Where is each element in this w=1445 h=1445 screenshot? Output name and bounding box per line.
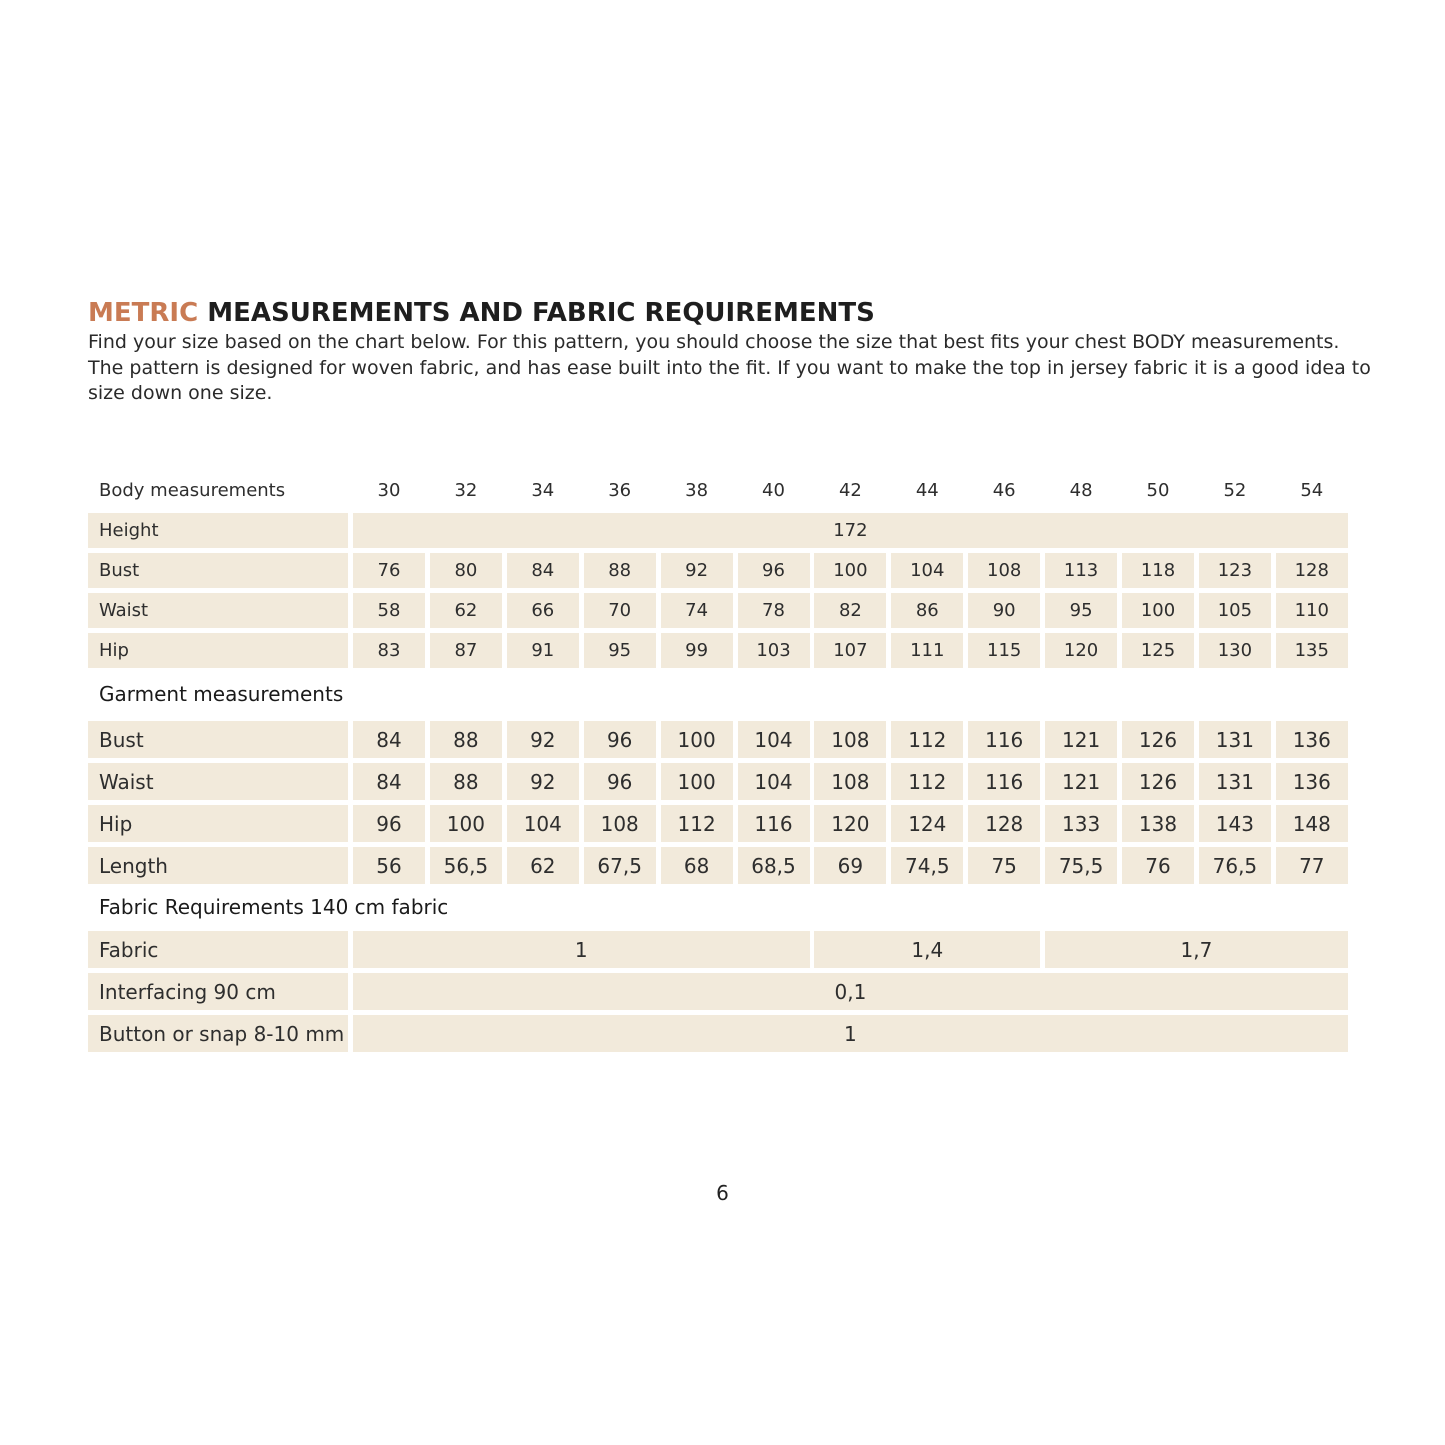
garment-measurement-cell: 131 <box>1199 763 1271 800</box>
garment-measurement-cell: 84 <box>353 763 425 800</box>
garment-measurement-cell: 88 <box>430 721 502 758</box>
garment-measurement-cell: 116 <box>968 721 1040 758</box>
body-measurement-cell: 83 <box>353 633 425 668</box>
size-column-header: 38 <box>685 480 709 501</box>
size-column-header: 40 <box>762 480 785 501</box>
body-row-label: Bust <box>88 553 348 588</box>
size-column-header: 46 <box>992 480 1016 501</box>
garment-measurement-cell: 112 <box>891 721 963 758</box>
body-measurement-cell: 123 <box>1199 553 1271 588</box>
height-value: 172 <box>353 513 1348 548</box>
body-measurement-cell: 100 <box>1122 593 1194 628</box>
garment-measurement-cell: 77 <box>1276 847 1348 884</box>
size-column-header: 44 <box>915 480 939 501</box>
fabric-amount-cell: 0,1 <box>353 973 1348 1010</box>
body-measurement-cell: 99 <box>661 633 733 668</box>
garment-measurement-cell: 133 <box>1045 805 1117 842</box>
body-measurement-cell: 128 <box>1276 553 1348 588</box>
garment-measurement-cell: 136 <box>1276 721 1348 758</box>
garment-measurement-cell: 100 <box>661 763 733 800</box>
garment-measurement-cell: 92 <box>507 763 579 800</box>
body-measurement-cell: 95 <box>584 633 656 668</box>
body-measurement-cell: 74 <box>661 593 733 628</box>
body-measurement-cell: 130 <box>1199 633 1271 668</box>
garment-measurement-cell: 69 <box>814 847 886 884</box>
garment-measurement-cell: 100 <box>430 805 502 842</box>
size-column-header: 52 <box>1223 480 1247 501</box>
garment-row-label: Bust <box>88 721 348 758</box>
size-column-header: 36 <box>608 480 632 501</box>
fabric-amount-cell: 1,4 <box>814 931 1040 968</box>
intro-line: Find your size based on the chart below. For this pattern, you should choose the size that best fits your chest BODY measurements. <box>88 331 1340 353</box>
garment-measurement-cell: 96 <box>584 763 656 800</box>
garment-measurement-cell: 88 <box>430 763 502 800</box>
body-measurement-cell: 58 <box>353 593 425 628</box>
garment-measurement-cell: 108 <box>584 805 656 842</box>
garment-measurement-cell: 148 <box>1276 805 1348 842</box>
garment-measurement-cell: 108 <box>814 721 886 758</box>
garment-measurement-cell: 143 <box>1199 805 1271 842</box>
body-measurement-cell: 70 <box>584 593 656 628</box>
body-measurement-cell: 115 <box>968 633 1040 668</box>
body-measurement-cell: 88 <box>584 553 656 588</box>
body-measurement-cell: 87 <box>430 633 502 668</box>
garment-measurements-heading: Garment measurements <box>99 682 344 706</box>
body-measurement-cell: 108 <box>968 553 1040 588</box>
garment-measurement-cell: 128 <box>968 805 1040 842</box>
size-column-header: 30 <box>377 480 401 501</box>
garment-measurement-cell: 96 <box>584 721 656 758</box>
body-measurement-cell: 80 <box>430 553 502 588</box>
fabric-row-label: Button or snap 8-10 mm <box>88 1015 348 1052</box>
body-measurement-cell: 95 <box>1045 593 1117 628</box>
body-measurement-cell: 91 <box>507 633 579 668</box>
garment-measurement-cell: 116 <box>738 805 810 842</box>
garment-measurement-cell: 56,5 <box>430 847 502 884</box>
garment-measurement-cell: 100 <box>661 721 733 758</box>
body-measurement-cell: 78 <box>738 593 810 628</box>
body-measurement-cell: 103 <box>738 633 810 668</box>
size-column-header: 32 <box>454 480 478 501</box>
garment-measurement-cell: 74,5 <box>891 847 963 884</box>
body-measurement-cell: 84 <box>507 553 579 588</box>
body-measurement-cell: 111 <box>891 633 963 668</box>
garment-row-label: Hip <box>88 805 348 842</box>
body-measurement-cell: 66 <box>507 593 579 628</box>
garment-measurement-cell: 112 <box>661 805 733 842</box>
garment-measurement-cell: 131 <box>1199 721 1271 758</box>
fabric-amount-cell: 1,7 <box>1045 931 1348 968</box>
intro-line: The pattern is designed for woven fabric, and has ease built into the fit. If you want to make the top in jersey fabric it is a good idea to <box>88 356 1371 379</box>
garment-measurement-cell: 121 <box>1045 721 1117 758</box>
fabric-row-label: Interfacing 90 cm <box>88 973 348 1010</box>
garment-measurement-cell: 116 <box>968 763 1040 800</box>
garment-measurement-cell: 104 <box>507 805 579 842</box>
size-column-header: 50 <box>1146 480 1170 501</box>
garment-measurement-cell: 84 <box>353 721 425 758</box>
body-measurement-cell: 104 <box>891 553 963 588</box>
garment-measurement-cell: 121 <box>1045 763 1117 800</box>
fabric-amount-cell: 1 <box>353 931 810 968</box>
garment-measurement-cell: 96 <box>353 805 425 842</box>
garment-measurement-cell: 75 <box>968 847 1040 884</box>
intro-text <box>88 330 1371 407</box>
body-measurement-cell: 110 <box>1276 593 1348 628</box>
size-column-header: 34 <box>531 480 555 501</box>
body-measurement-cell: 120 <box>1045 633 1117 668</box>
body-measurement-cell: 135 <box>1276 633 1348 668</box>
garment-measurement-cell: 68,5 <box>738 847 810 884</box>
title-accent: METRIC <box>88 298 199 328</box>
fabric-row-label: Fabric <box>88 931 348 968</box>
garment-measurement-cell: 92 <box>507 721 579 758</box>
body-row-label: Hip <box>88 633 348 668</box>
page-number: 6 <box>716 1181 729 1205</box>
size-column-header: 42 <box>838 480 862 501</box>
size-column-header: 48 <box>1069 480 1093 501</box>
body-measurement-cell: 96 <box>738 553 810 588</box>
body-measurement-cell: 113 <box>1045 553 1117 588</box>
body-measurement-cell: 100 <box>814 553 886 588</box>
garment-row-label: Length <box>88 847 348 884</box>
title-rest: MEASUREMENTS AND FABRIC REQUIREMENTS <box>198 298 875 328</box>
fabric-amount-cell: 1 <box>353 1015 1348 1052</box>
body-measurement-cell: 90 <box>968 593 1040 628</box>
garment-measurement-cell: 104 <box>738 763 810 800</box>
fabric-requirements-heading: Fabric Requirements 140 cm fabric <box>99 895 449 919</box>
garment-measurement-cell: 126 <box>1122 763 1194 800</box>
garment-measurement-cell: 120 <box>814 805 886 842</box>
body-measurement-cell: 92 <box>661 553 733 588</box>
garment-measurement-cell: 56 <box>353 847 425 884</box>
body-measurement-cell: 107 <box>814 633 886 668</box>
garment-measurement-cell: 136 <box>1276 763 1348 800</box>
body-row-label: Waist <box>88 593 348 628</box>
garment-measurement-cell: 104 <box>738 721 810 758</box>
garment-measurement-cell: 62 <box>507 847 579 884</box>
body-measurement-cell: 62 <box>430 593 502 628</box>
row-label-height: Height <box>88 513 348 548</box>
garment-measurement-cell: 75,5 <box>1045 847 1117 884</box>
garment-measurement-cell: 124 <box>891 805 963 842</box>
garment-row-label: Waist <box>88 763 348 800</box>
body-measurement-cell: 118 <box>1122 553 1194 588</box>
body-measurement-cell: 82 <box>814 593 886 628</box>
body-measurement-cell: 125 <box>1122 633 1194 668</box>
garment-measurement-cell: 108 <box>814 763 886 800</box>
garment-measurement-cell: 76 <box>1122 847 1194 884</box>
body-measurement-cell: 105 <box>1199 593 1271 628</box>
body-measurement-cell: 86 <box>891 593 963 628</box>
garment-measurement-cell: 68 <box>661 847 733 884</box>
size-column-header: 54 <box>1300 480 1324 501</box>
intro-line: size down one size. <box>88 382 273 404</box>
garment-measurement-cell: 138 <box>1122 805 1194 842</box>
garment-measurement-cell: 67,5 <box>584 847 656 884</box>
garment-measurement-cell: 76,5 <box>1199 847 1271 884</box>
body-measurements-header: Body measurements <box>99 480 286 501</box>
page-title <box>88 298 875 328</box>
garment-measurement-cell: 112 <box>891 763 963 800</box>
garment-measurement-cell: 126 <box>1122 721 1194 758</box>
body-measurement-cell: 76 <box>353 553 425 588</box>
